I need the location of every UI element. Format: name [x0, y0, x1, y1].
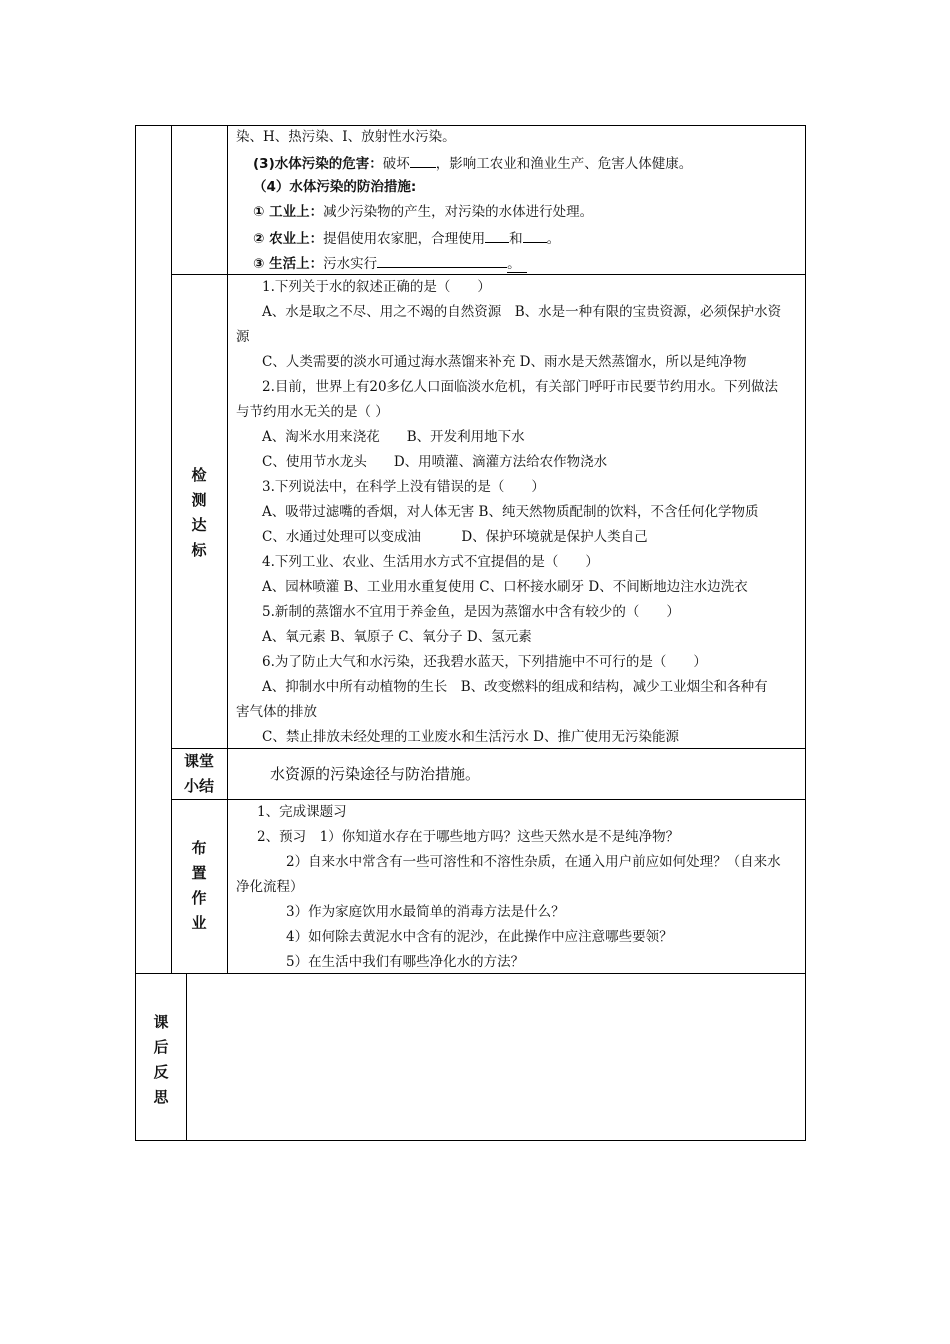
agriculture-heading: ② 农业上：: [253, 231, 324, 247]
life-blank: [377, 253, 507, 268]
test-line: 害气体的排放: [236, 704, 317, 720]
test-line: 5.新制的蒸馏水不宜用于养金鱼，是因为蒸馏水中含有较少的（ ）: [262, 604, 680, 620]
reflection-label-char-1: 课: [153, 1013, 169, 1031]
summary-text: 水资源的污染途径与防治措施。: [270, 765, 481, 783]
column-divider-inner: [227, 125, 228, 974]
top-line-life: [253, 253, 527, 273]
table-border-bottom: [135, 1140, 806, 1141]
industry-text: 减少污染物的产生，对污染的水体进行处理。: [323, 204, 594, 220]
test-line: 2.目前，世界上有20多亿人口面临淡水危机，有关部门呼吁市民要节约用水。下列做法: [262, 379, 779, 395]
column-divider-outer: [171, 125, 172, 974]
test-line: A、吸带过滤嘴的香烟，对人体无害 B、纯天然物质配制的饮料，不含任何化学物质: [262, 504, 759, 520]
test-line: C、人类需要的淡水可通过海水蒸馏来补充 D、雨水是天然蒸馏水，所以是纯净物: [262, 354, 747, 370]
test-line: 1.下列关于水的叙述正确的是（ ）: [262, 279, 491, 295]
top-line-industry: [253, 203, 593, 221]
life-text-b: 。: [507, 256, 527, 273]
test-line: A、淘米水用来浇花 B、开发利用地下水: [262, 429, 525, 445]
test-line: A、抑制水中所有动植物的生长 B、改变燃料的组成和结构，减少工业烟尘和各种有: [262, 679, 768, 695]
top-line-harm: [253, 153, 692, 173]
homework-label-char-2: 置: [191, 864, 207, 882]
test-label-char-4: 标: [191, 541, 207, 559]
row-divider-test-summary: [171, 748, 806, 749]
test-line: A、水是取之不尽、用之不竭的自然资源 B、水是一种有限的宝贵资源，必须保护水资: [262, 304, 782, 320]
harm-heading: (3)水体污染的危害：: [253, 156, 383, 172]
test-line: A、氧元素 B、氧原子 C、氧分子 D、氢元素: [262, 629, 532, 645]
table-border-top: [135, 125, 806, 126]
test-line: 6.为了防止大气和水污染，还我碧水蓝天，下列措施中不可行的是（ ）: [262, 654, 707, 670]
test-line: 4.下列工业、农业、生活用水方式不宜提倡的是（ ）: [262, 554, 599, 570]
test-line: C、使用节水龙头 D、用喷灌、滴灌方法给农作物浇水: [262, 454, 608, 470]
homework-line: 4）如何除去黄泥水中含有的泥沙，在此操作中应注意哪些要领？: [286, 929, 673, 945]
harm-text-b: ，影响工农业和渔业生产、危害人体健康。: [435, 156, 693, 172]
row-divider-top-test: [171, 274, 806, 275]
agriculture-blank-1: [485, 228, 509, 243]
top-line-prevention-heading: （4）水体污染的防治措施:: [253, 179, 417, 195]
test-label-char-2: 测: [191, 491, 207, 509]
reflection-content-area[interactable]: [188, 975, 804, 1139]
harm-blank: [410, 153, 436, 168]
homework-line: 2、预习 1）你知道水存在于哪些地方吗？这些天然水是不是纯净物？: [257, 829, 680, 845]
homework-line: 3）作为家庭饮用水最简单的消毒方法是什么？: [286, 904, 565, 920]
summary-section-label: [176, 749, 222, 799]
homework-label-char-1: 布: [191, 839, 207, 857]
summary-label-line-1: 课堂: [183, 752, 214, 770]
table-border-left: [135, 125, 136, 1141]
harm-text-a: 破坏: [382, 156, 410, 172]
test-line: 3.下列说法中，在科学上没有错误的是（ ）: [262, 479, 545, 495]
agriculture-text-c: 。: [546, 231, 561, 247]
industry-heading: ① 工业上：: [253, 204, 324, 220]
homework-line: 净化流程）: [236, 879, 304, 895]
reflection-label-char-4: 思: [153, 1088, 169, 1106]
row-divider-summary-homework: [171, 799, 806, 800]
test-line: 源: [236, 329, 250, 345]
reflection-label-char-2: 后: [153, 1038, 169, 1056]
test-label-char-3: 达: [191, 516, 207, 534]
test-section-label: [176, 463, 222, 563]
test-line: A、园林喷灌 B、工业用水重复使用 C、口杯接水刷牙 D、不间断地边注水边洗衣: [262, 579, 748, 595]
homework-line: 2）自来水中常含有一些可溶性和不溶性杂质，在通入用户前应如何处理？（自来水: [286, 854, 781, 870]
agriculture-text-a: 提倡使用农家肥，合理使用: [323, 231, 486, 247]
top-line-1: 染、H、热污染、I、放射性水污染。: [236, 129, 456, 145]
life-text-a: 污水实行: [323, 256, 378, 272]
life-heading: ③ 生活上：: [253, 256, 324, 272]
homework-section-label: [176, 836, 222, 936]
test-line: C、水通过处理可以变成油 D、保护环境就是保护人类自己: [262, 529, 648, 545]
table-border-right: [805, 125, 806, 1141]
row-divider-homework-reflection: [135, 973, 806, 974]
test-label-char-1: 检: [191, 466, 207, 484]
agriculture-text-b: 和: [509, 231, 523, 247]
agriculture-blank-2: [523, 228, 547, 243]
column-divider-reflection: [186, 973, 187, 1141]
test-line: 与节约用水无关的是（ ）: [236, 404, 389, 420]
reflection-label-char-3: 反: [153, 1063, 169, 1081]
top-line-agriculture: [253, 228, 560, 248]
reflection-section-label: [138, 1010, 184, 1110]
summary-label-line-2: 小结: [183, 777, 214, 795]
homework-line: 1、完成课题习: [257, 804, 347, 820]
homework-line: 5）在生活中我们有哪些净化水的方法？: [286, 954, 525, 970]
homework-label-char-4: 业: [191, 914, 207, 932]
test-line: C、禁止排放未经处理的工业废水和生活污水 D、推广使用无污染能源: [262, 729, 679, 745]
homework-label-char-3: 作: [191, 889, 207, 907]
